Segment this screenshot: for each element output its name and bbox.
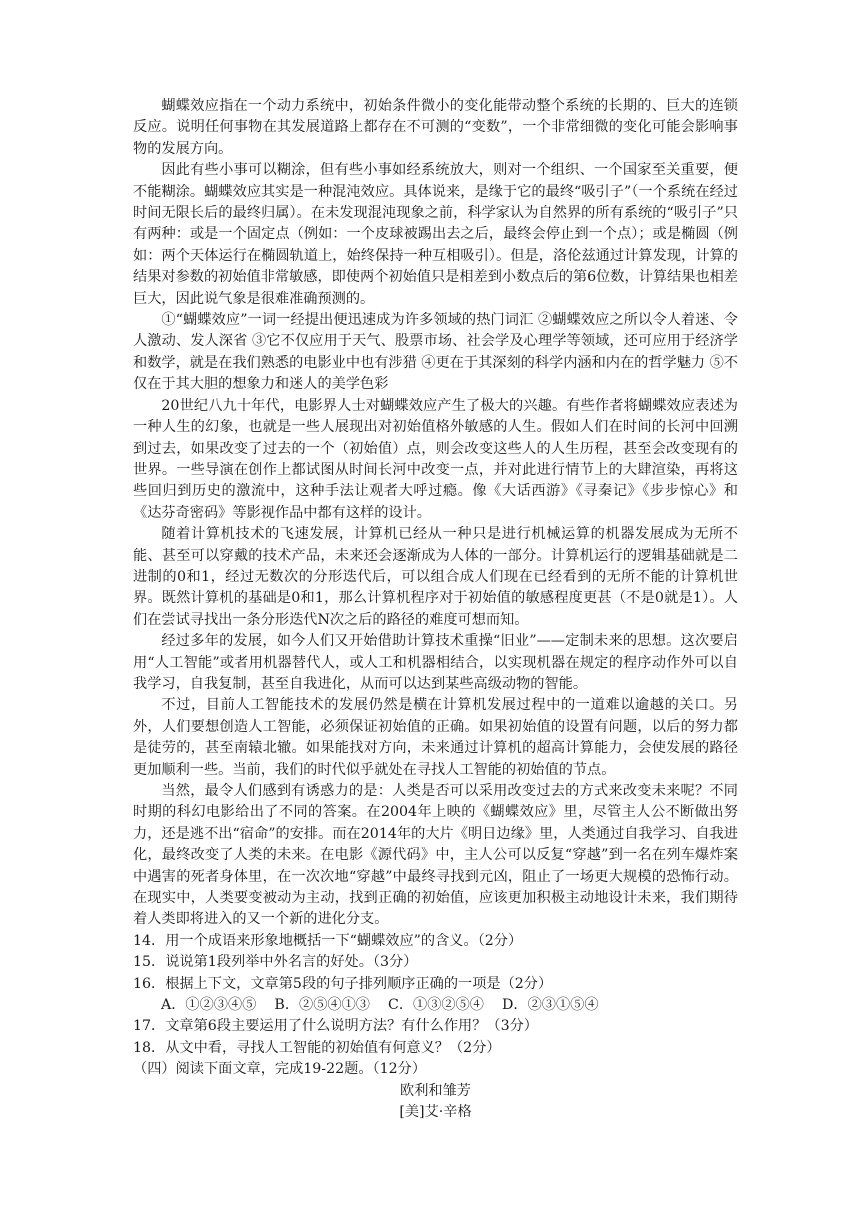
article-paragraph-3-sentences: ①“蝴蝶效应”一词一经提出便迅速成为许多领域的热门词汇 ②蝴蝶效应之所以令人着迷、令人激动、发人深省 ③它不仅应用于天气、股票市场、社会学及心理学等领域，还可应用于经济学和数学，就是在我们熟悉的电影业中也有涉猎 ④更在于其深刻的科学内涵和内在的哲学魅力 ⑤不仅在于其大胆的想象力和迷人的美学色彩	[133, 312, 738, 393]
question-14: 14．用一个成语来形象地概括一下“蝴蝶效应”的含义。（2分）	[133, 932, 523, 949]
story-author: [美]艾·辛格	[399, 1104, 472, 1121]
article-paragraph-1: 蝴蝶效应指在一个动力系统中，初始条件微小的变化能带动整个系统的长期的、巨大的连锁反应。说明任何事物在其发展道路上都存在不可测的“变数”，一个非常细微的变化可能会影响事物的发展方向。	[133, 98, 738, 157]
article-paragraph-7: 不过，目前人工智能技术的发展仍然是横在计算机发展过程中的一道难以逾越的关口。另外，人们要想创造人工智能，必须保证初始值的正确。如果初始值的设置有问题，以后的努力都是徒劳的，甚至南辕北辙。如果能找对方向，未来通过计算机的超高计算能力，会使发展的路径更加顺利一些。当前，我们的时代似乎就处在寻找人工智能的初始值的节点。	[133, 697, 738, 778]
question-15: 15．说说第1段列举中外名言的好处。（3分）	[133, 954, 418, 971]
section-heading: （四）阅读下面文章，完成19-22题。（12分）	[133, 1061, 427, 1078]
question-16: 16．根据上下文，文章第5段的句子排列顺序正确的一项是（2分）	[133, 975, 553, 992]
article-paragraph-8: 当然，最令人们感到有诱惑力的是：人类是否可以采用改变过去的方式来改变未来呢？不同时期的科幻电影给出了不同的答案。在2004年上映的《蝴蝶效应》里，尽管主人公不断做出努力，还是逃不出“宿命”的安排。而在2014年的大片《明日边缘》里，人类通过自我学习、自我进化，最终改变了人类的未来。在电影《源代码》中，主人公可以反复“穿越”到一名在列车爆炸案中遇害的死者身体里，在一次次地“穿越”中最终寻找到元凶，阻止了一场更大规模的恐怖行动。在现实中，人类要变被动为主动，找到正确的初始值，应该更加积极主动地设计未来，我们期待着人类即将进入的又一个新的进化分支。	[133, 783, 738, 928]
document-page	[133, 96, 738, 1124]
article-paragraph-6: 经过多年的发展，如今人们又开始借助计算技术重操“旧业”——定制未来的思想。这次要启用“人工智能”或者用机器替代人，或人工和机器相结合，以实现机器在规定的程序动作外可以自我学习，自我复制，甚至自我进化，从而可以达到某些高级动物的智能。	[133, 633, 738, 692]
article-paragraph-5: 随着计算机技术的飞速发展，计算机已经从一种只是进行机械运算的机器发展成为无所不能、甚至可以穿戴的技术产品，未来还会逐渐成为人体的一部分。计算机运行的逻辑基础就是二进制的0和1，经过无数次的分形迭代后，可以组合成人们现在已经看到的无所不能的计算机世界。既然计算机的基础是0和1，那么计算机程序对于初始值的敏感程度更甚（不是0就是1）。人们在尝试寻找出一条分形迭代N次之后的路径的难度可想而知。	[133, 526, 738, 628]
question-17: 17．文章第6段主要运用了什么说明方法？有什么作用？（3分）	[133, 1018, 538, 1035]
story-title: 欧利和雏芳	[400, 1082, 471, 1099]
question-16-options: A．①②③④⑤ B．②⑤④①③ C．①③②⑤④ D．②③①⑤④	[161, 997, 599, 1014]
question-18: 18．从文中看，寻找人工智能的初始值有何意义？（2分）	[133, 1039, 501, 1056]
article-paragraph-2: 因此有些小事可以糊涂，但有些小事如经系统放大，则对一个组织、一个国家至关重要，便不能糊涂。蝴蝶效应其实是一种混沌效应。具体说来，是缘于它的最终“吸引子”（一个系统在经过时间无限长后的最终归属）。在未发现混沌现象之前，科学家认为自然界的所有系统的“吸引子”只有两种：或是一个固定点（例如：一个皮球被踢出去之后，最终会停止到一个点）；或是椭圆（例如：两个天体运行在椭圆轨道上，始终保持一种互相吸引）。但是，洛伦兹通过计算发现，计算的结果对参数的初始值非常敏感，即使两个初始值只是相差到小数点后的第6位数，计算结果也相差巨大，因此说气象是很难准确预测的。	[133, 162, 738, 307]
article-paragraph-4: 20世纪八九十年代，电影界人士对蝴蝶效应产生了极大的兴趣。有些作者将蝴蝶效应表述为一种人生的幻象，也就是一些人展现出对初始值格外敏感的人生。假如人们在时间的长河中回溯到过去，如果改变了过去的一个（初始值）点，则会改变这些人的人生历程，甚至会改变现有的世界。一些导演在创作上都试图从时间长河中改变一点，并对此进行情节上的大肆渲染，再将这些回归到历史的激流中，这种手法让观者大呼过瘾。像《大话西游》《寻秦记》《步步惊心》和《达芬奇密码》等影视作品中都有这样的设计。	[133, 397, 738, 521]
